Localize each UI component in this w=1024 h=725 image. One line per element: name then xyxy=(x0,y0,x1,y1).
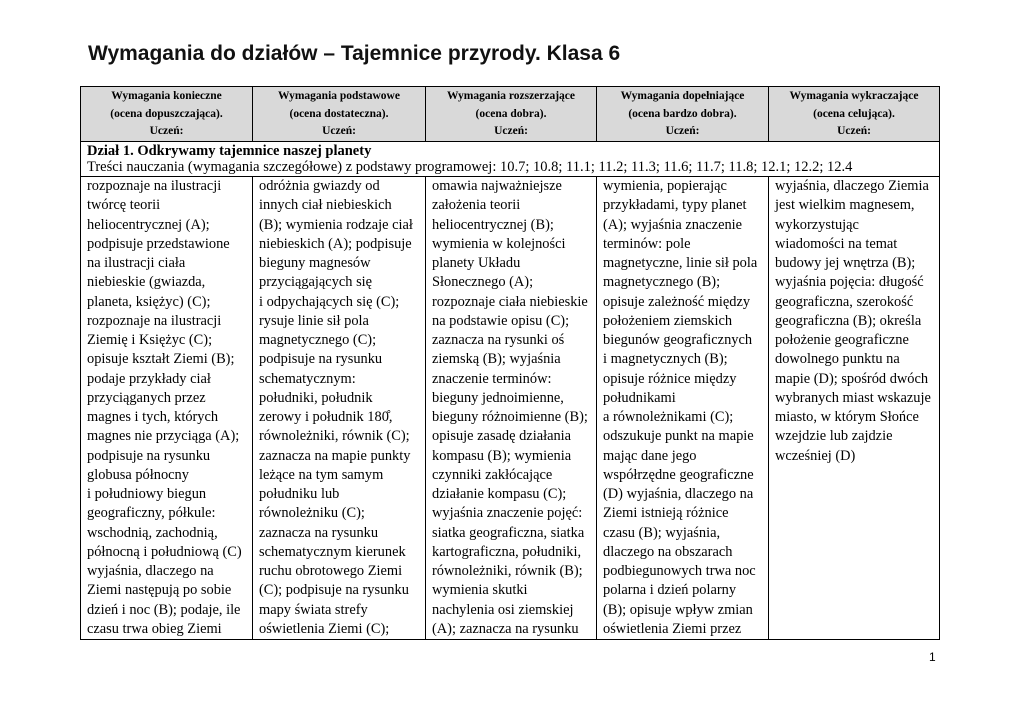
requirement-line: ziemską (B); wyjaśnia xyxy=(432,351,561,368)
requirement-line: wymienia skutki xyxy=(432,582,528,599)
requirement-line: zaznacza na rysunku xyxy=(259,524,379,541)
requirement-line: działanie kompasu (C); xyxy=(432,486,567,502)
column-header-line3: Uczeń: xyxy=(837,125,871,137)
requirement-line: współrzędne geograficzne xyxy=(603,466,754,483)
requirement-line: założenia teorii xyxy=(432,197,521,214)
requirement-line: Ziemię i Księżyc (C); xyxy=(87,332,213,348)
requirement-line: dlaczego na obszarach xyxy=(603,543,733,560)
requirement-line: południkami xyxy=(603,389,676,406)
page-title: Wymagania do działów – Tajemnice przyrody. Klasa 6 xyxy=(88,42,621,65)
requirement-line: rozpoznaje na ilustracji xyxy=(87,312,222,329)
requirement-line: rozpoznaje ciała niebieskie xyxy=(432,293,588,310)
requirement-line: (A); zaznacza na rysunku xyxy=(432,620,579,637)
requirement-line: kartograficzna, południki, xyxy=(432,543,582,560)
requirement-line: kompasu (B); wymienia xyxy=(432,447,572,464)
requirement-line: północną i południową (C) xyxy=(87,543,242,560)
requirement-line: magnetycznego (C); xyxy=(259,332,377,348)
requirement-line: innych ciał niebieskich xyxy=(259,197,392,214)
requirement-line: podpisuje na rysunku xyxy=(87,447,211,464)
requirement-line: (B); wymienia rodzaje ciał xyxy=(259,216,413,233)
column-header xyxy=(597,87,769,142)
requirement-line: nachylenia osi ziemskiej xyxy=(432,601,574,618)
requirement-line: dzień i noc (B); podaje, ile xyxy=(87,601,241,618)
requirement-line: zaznacza na mapie punkty xyxy=(259,447,411,464)
requirement-line: Ziemi istnieją różnice xyxy=(603,505,729,522)
requirement-line: bieguny różnoimienne (B); xyxy=(432,409,588,425)
requirement-line: na podstawie opisu (C); xyxy=(432,312,570,329)
requirement-line: i południowy biegun xyxy=(87,486,207,502)
requirement-line: i magnetycznych (B); xyxy=(603,351,728,368)
requirement-line: równoleżniki, równik (B); xyxy=(432,563,583,579)
requirement-line: a równoleżnikami (C); xyxy=(603,409,734,425)
requirement-line: globusa północny xyxy=(87,466,189,483)
column-header xyxy=(81,87,253,142)
column-header-line2: (ocena dostateczna). xyxy=(289,107,389,120)
section-row xyxy=(81,142,940,177)
requirement-line: podbiegunowych trwa noc xyxy=(603,563,756,579)
requirement-line: na ilustracji ciała xyxy=(87,255,186,271)
requirement-line: wymienia, popierając xyxy=(603,178,727,194)
requirement-line: geograficzna (B); określa xyxy=(775,312,922,329)
requirement-line: zaznacza na rysunki oś xyxy=(432,332,565,348)
requirement-line: wyjaśnia pojęcia: długość xyxy=(775,274,924,291)
requirement-line: (B); opisuje wpływ zmian xyxy=(603,601,753,618)
requirement-cell xyxy=(597,177,769,640)
requirement-line: równoleżniki, równik (C); xyxy=(259,428,410,445)
column-header-line2: (ocena celująca). xyxy=(813,107,895,120)
requirement-line: heliocentrycznej (B); xyxy=(432,216,554,233)
column-header-line3: Uczeń: xyxy=(322,125,356,137)
requirement-line: jest wielkim magnesem, xyxy=(775,197,915,214)
requirement-line: przyciąganych przez xyxy=(87,389,206,406)
column-header xyxy=(769,87,940,142)
requirement-line: Słonecznego (A); xyxy=(432,274,534,291)
requirement-cell xyxy=(253,177,426,640)
requirement-line: wyjaśnia znaczenie pojęć: xyxy=(432,505,583,522)
requirement-line: południku lub xyxy=(259,486,340,502)
requirement-line: bieguny magnesów xyxy=(259,255,371,271)
requirement-line: terminów: pole xyxy=(603,235,691,252)
column-header xyxy=(426,87,597,142)
requirements-table xyxy=(80,86,940,640)
requirement-line: oświetlenia Ziemi przez xyxy=(603,620,742,637)
column-header-line1: Wymagania konieczne xyxy=(111,90,222,102)
requirement-line: budowy jej wnętrza (B); xyxy=(775,255,916,271)
column-header-line3: Uczeń: xyxy=(665,125,700,137)
column-header-line3: Uczeń: xyxy=(149,125,184,137)
section-heading: Dział 1. Odkrywamy tajemnice naszej planety xyxy=(87,143,372,159)
requirement-line: mapie (D); spośród dwóch xyxy=(775,370,929,387)
requirement-line: wcześniej (D) xyxy=(775,447,856,464)
requirement-line: dowolnego punktu na xyxy=(775,351,900,368)
requirement-line: schematycznym kierunek xyxy=(259,543,406,560)
requirement-line: wzejdzie lub zajdzie xyxy=(775,428,893,445)
column-header-line2: (ocena dopuszczająca). xyxy=(110,107,223,120)
column-header-line1: Wymagania wykraczające xyxy=(789,90,919,102)
requirement-line: leżące na tym samym xyxy=(259,466,384,483)
table-header-row xyxy=(81,87,940,142)
requirement-line: oświetlenia Ziemi (C); xyxy=(259,620,390,637)
requirement-line: równoleżniku (C); xyxy=(259,505,365,522)
requirement-line: opisuje zależność między xyxy=(603,293,751,310)
requirement-line: ruchu obrotowego Ziemi xyxy=(259,563,403,579)
requirement-line: podpisuje na rysunku xyxy=(259,351,383,368)
requirement-line: wyjaśnia, dlaczego Ziemia xyxy=(775,178,929,194)
requirement-line: geograficzna, szerokość xyxy=(775,293,914,310)
requirement-line: opisuje różnice między xyxy=(603,370,737,387)
requirement-line: wyjaśnia, dlaczego na xyxy=(87,563,214,579)
requirement-line: odróżnia gwiazdy od xyxy=(259,178,380,194)
requirement-line: wybranych miast wskazuje xyxy=(775,389,931,406)
requirement-line: magnes nie przyciąga (A); xyxy=(87,428,240,445)
requirement-line: geograficzny, półkule: xyxy=(87,505,216,522)
requirement-line: i odpychających się (C); xyxy=(259,293,400,310)
requirement-line: niebieskie (gwiazda, xyxy=(87,274,206,291)
column-header-line1: Wymagania podstawowe xyxy=(278,90,400,102)
requirement-line: południki, południk xyxy=(259,389,373,406)
page-number: 1 xyxy=(929,650,936,664)
requirement-line: przykładami, typy planet xyxy=(603,197,747,214)
requirement-line: bieguny jednoimienne, xyxy=(432,389,564,406)
requirement-line: odszukuje punkt na mapie xyxy=(603,428,754,445)
requirement-line: planeta, księżyc) (C); xyxy=(87,293,211,310)
column-header-line2: (ocena bardzo dobra). xyxy=(628,107,737,120)
requirement-line: podaje przykłady ciał xyxy=(87,370,211,387)
requirement-line: położeniem ziemskich xyxy=(603,312,733,329)
requirement-line: opisuje kształt Ziemi (B); xyxy=(87,351,235,368)
column-header-line3: Uczeń: xyxy=(494,125,528,137)
requirement-line: Ziemi następują po sobie xyxy=(87,582,232,599)
requirement-line: przyciągających się xyxy=(259,274,373,291)
requirement-line: planety Układu xyxy=(432,255,521,271)
column-header-line1: Wymagania rozszerzające xyxy=(446,90,576,102)
requirement-line: rysuje linie sił pola xyxy=(259,312,369,329)
column-header xyxy=(253,87,426,142)
requirement-line: zerowy i południk 180̊, xyxy=(259,409,393,425)
requirement-line: twórcę teorii xyxy=(87,197,161,214)
requirement-line: podpisuje przedstawione xyxy=(87,235,230,252)
requirement-line: położenie geograficzne xyxy=(775,332,909,348)
requirement-line: miasto, w którym Słońce xyxy=(775,409,919,425)
requirement-line: magnes i tych, których xyxy=(87,409,219,425)
requirement-line: heliocentrycznej (A); xyxy=(87,216,210,233)
requirement-line: (D) wyjaśnia, dlaczego na xyxy=(603,486,754,502)
requirement-cell xyxy=(81,177,253,640)
requirement-line: czynniki zakłócające xyxy=(432,466,553,483)
requirement-line: wiadomości na temat xyxy=(775,235,898,252)
requirement-line: biegunów geograficznych xyxy=(603,332,753,348)
section-cell xyxy=(81,142,940,177)
requirement-line: rozpoznaje na ilustracji xyxy=(87,178,222,194)
column-header-line2: (ocena dobra). xyxy=(475,107,547,120)
requirement-cell xyxy=(769,177,940,640)
requirement-line: wykorzystując xyxy=(775,216,859,233)
requirement-line: schematycznym: xyxy=(259,370,356,387)
requirement-line: siatka geograficzna, siatka xyxy=(432,524,585,541)
requirement-line: niebieskich (A); podpisuje xyxy=(259,235,412,252)
column-header-line1: Wymagania dopełniające xyxy=(620,90,745,102)
requirement-line: (C); podpisuje na rysunku xyxy=(259,582,409,599)
requirement-cell xyxy=(426,177,597,640)
requirement-line: magnetycznego (B); xyxy=(603,274,721,291)
requirement-line: (A); wyjaśnia znaczenie xyxy=(603,216,743,233)
requirement-line: czasu trwa obieg Ziemi xyxy=(87,620,222,637)
section-curriculum-note: Treści nauczania (wymagania szczegółowe) z podstawy programowej: 10.7; 10.8; 11.1; 11.2; 11.3; 11.6; 11.7; 11.8; 12.1; 12.2; 12.4 xyxy=(87,159,853,175)
requirement-line: wschodnią, zachodnią, xyxy=(87,524,218,541)
requirement-line: wymienia w kolejności xyxy=(432,235,566,252)
requirement-line: znaczenie terminów: xyxy=(432,370,552,387)
requirement-line: magnetyczne, linie sił pola xyxy=(603,255,758,271)
requirement-line: mając dane jego xyxy=(603,447,697,464)
requirement-line: mapy świata strefy xyxy=(259,601,368,618)
requirement-line: czasu (B); wyjaśnia, xyxy=(603,524,721,541)
requirement-line: omawia najważniejsze xyxy=(432,178,562,194)
requirement-line: polarna i dzień polarny xyxy=(603,582,737,599)
requirements-row xyxy=(81,177,940,640)
requirement-line: opisuje zasadę działania xyxy=(432,428,572,445)
